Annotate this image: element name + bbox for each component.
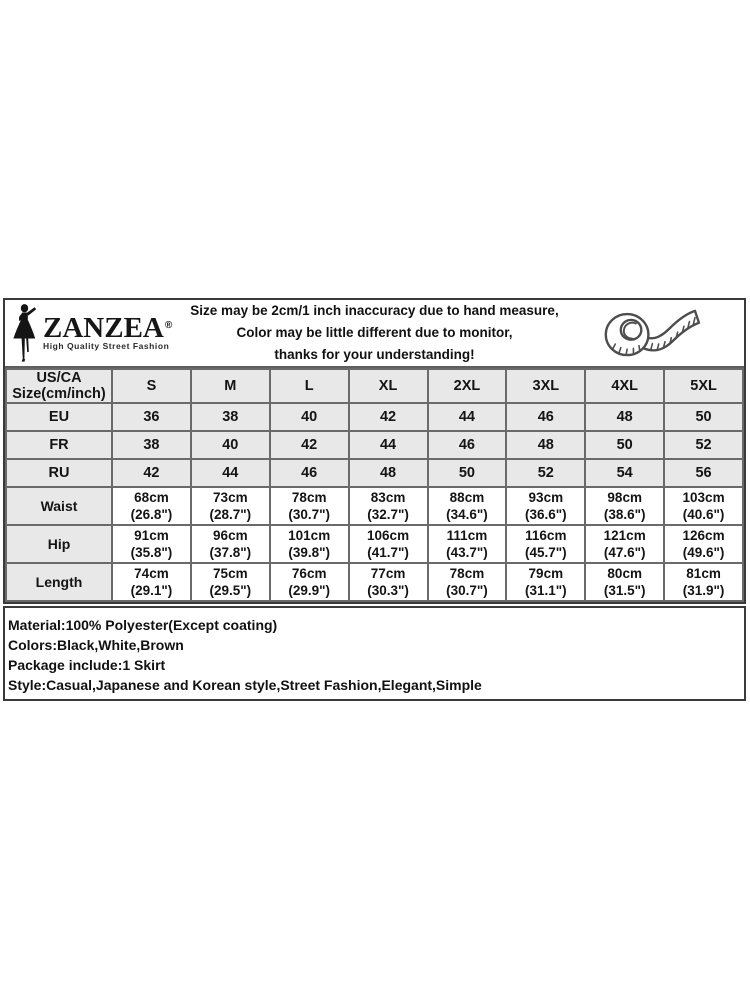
- size-value-cell: 48: [506, 431, 585, 459]
- brand-text: [43, 312, 173, 351]
- registered-mark: ®: [164, 320, 173, 331]
- measure-cell: 111cm (43.7"): [428, 525, 507, 563]
- size-table-corner-header: US/CA Size(cm/inch): [6, 369, 112, 403]
- size-table: [5, 368, 744, 602]
- measure-cell: 98cm (38.6"): [585, 487, 664, 525]
- detail-material: Material:100% Polyester(Except coating): [8, 617, 278, 633]
- notice-line-3: thanks for your understanding!: [274, 347, 475, 362]
- tape-measure-icon: [598, 303, 702, 363]
- size-column-header-s: S: [112, 369, 191, 403]
- row-label-fr: FR: [6, 431, 112, 459]
- measure-cell: 78cm (30.7"): [270, 487, 349, 525]
- size-column-header-5xl: 5XL: [664, 369, 743, 403]
- brand-name: ZANZEA: [43, 312, 164, 344]
- measure-cell: 76cm (29.9"): [270, 563, 349, 601]
- size-value-cell: 46: [428, 431, 507, 459]
- size-chart-frame: [3, 298, 746, 604]
- row-label-ru: RU: [6, 459, 112, 487]
- measure-cell: 101cm (39.8"): [270, 525, 349, 563]
- woman-silhouette-icon: [11, 303, 41, 363]
- measure-cell: 126cm (49.6"): [664, 525, 743, 563]
- row-ru: [6, 459, 743, 487]
- row-label-length: Length: [6, 563, 112, 601]
- size-column-header-2xl: 2XL: [428, 369, 507, 403]
- size-value-cell: 40: [270, 403, 349, 431]
- size-value-cell: 50: [664, 403, 743, 431]
- size-column-header-3xl: 3XL: [506, 369, 585, 403]
- size-value-cell: 54: [585, 459, 664, 487]
- size-value-cell: 46: [270, 459, 349, 487]
- measure-cell: 73cm (28.7"): [191, 487, 270, 525]
- header-band: [5, 300, 744, 368]
- size-value-cell: 42: [270, 431, 349, 459]
- measure-cell: 74cm (29.1"): [112, 563, 191, 601]
- size-value-cell: 36: [112, 403, 191, 431]
- size-header-row: [6, 369, 743, 403]
- size-value-cell: 48: [349, 459, 428, 487]
- measure-cell: 96cm (37.8"): [191, 525, 270, 563]
- size-value-cell: 46: [506, 403, 585, 431]
- size-value-cell: 52: [664, 431, 743, 459]
- row-waist: [6, 487, 743, 525]
- size-value-cell: 52: [506, 459, 585, 487]
- size-column-header-4xl: 4XL: [585, 369, 664, 403]
- measure-cell: 93cm (36.6"): [506, 487, 585, 525]
- size-value-cell: 44: [191, 459, 270, 487]
- size-column-header-m: M: [191, 369, 270, 403]
- size-value-cell: 42: [112, 459, 191, 487]
- detail-package: Package include:1 Skirt: [8, 657, 166, 673]
- size-chart-content: [3, 298, 746, 701]
- size-column-header-xl: XL: [349, 369, 428, 403]
- row-label-hip: Hip: [6, 525, 112, 563]
- measure-cell: 78cm (30.7"): [428, 563, 507, 601]
- row-fr: [6, 431, 743, 459]
- size-value-cell: 38: [112, 431, 191, 459]
- measure-cell: 79cm (31.1"): [506, 563, 585, 601]
- measure-cell: 77cm (30.3"): [349, 563, 428, 601]
- brand-tagline: High Quality Street Fashion: [43, 341, 170, 351]
- size-value-cell: 44: [349, 431, 428, 459]
- row-label-eu: EU: [6, 403, 112, 431]
- notice-line-2: Color may be little different due to monitor,: [236, 325, 513, 340]
- measure-cell: 88cm (34.6"): [428, 487, 507, 525]
- measure-cell: 106cm (41.7"): [349, 525, 428, 563]
- measure-cell: 81cm (31.9"): [664, 563, 743, 601]
- brand-logo: [11, 303, 172, 363]
- row-eu: [6, 403, 743, 431]
- size-value-cell: 50: [428, 459, 507, 487]
- measure-cell: 83cm (32.7"): [349, 487, 428, 525]
- row-label-waist: Waist: [6, 487, 112, 525]
- size-column-header-l: L: [270, 369, 349, 403]
- size-value-cell: 40: [191, 431, 270, 459]
- notice-line-1: Size may be 2cm/1 inch inaccuracy due to hand measure,: [190, 303, 559, 318]
- row-hip: [6, 525, 743, 563]
- measure-cell: 75cm (29.5"): [191, 563, 270, 601]
- size-value-cell: 42: [349, 403, 428, 431]
- detail-colors: Colors:Black,White,Brown: [8, 637, 184, 653]
- size-value-cell: 56: [664, 459, 743, 487]
- row-length: [6, 563, 743, 601]
- size-value-cell: 44: [428, 403, 507, 431]
- measure-cell: 121cm (47.6"): [585, 525, 664, 563]
- measure-cell: 80cm (31.5"): [585, 563, 664, 601]
- measure-cell: 103cm (40.6"): [664, 487, 743, 525]
- measure-cell: 68cm (26.8"): [112, 487, 191, 525]
- detail-style: Style:Casual,Japanese and Korean style,Street Fashion,Elegant,Simple: [8, 677, 482, 693]
- size-value-cell: 38: [191, 403, 270, 431]
- size-value-cell: 48: [585, 403, 664, 431]
- measure-cell: 116cm (45.7"): [506, 525, 585, 563]
- measure-cell: 91cm (35.8"): [112, 525, 191, 563]
- product-details: [3, 606, 746, 701]
- size-value-cell: 50: [585, 431, 664, 459]
